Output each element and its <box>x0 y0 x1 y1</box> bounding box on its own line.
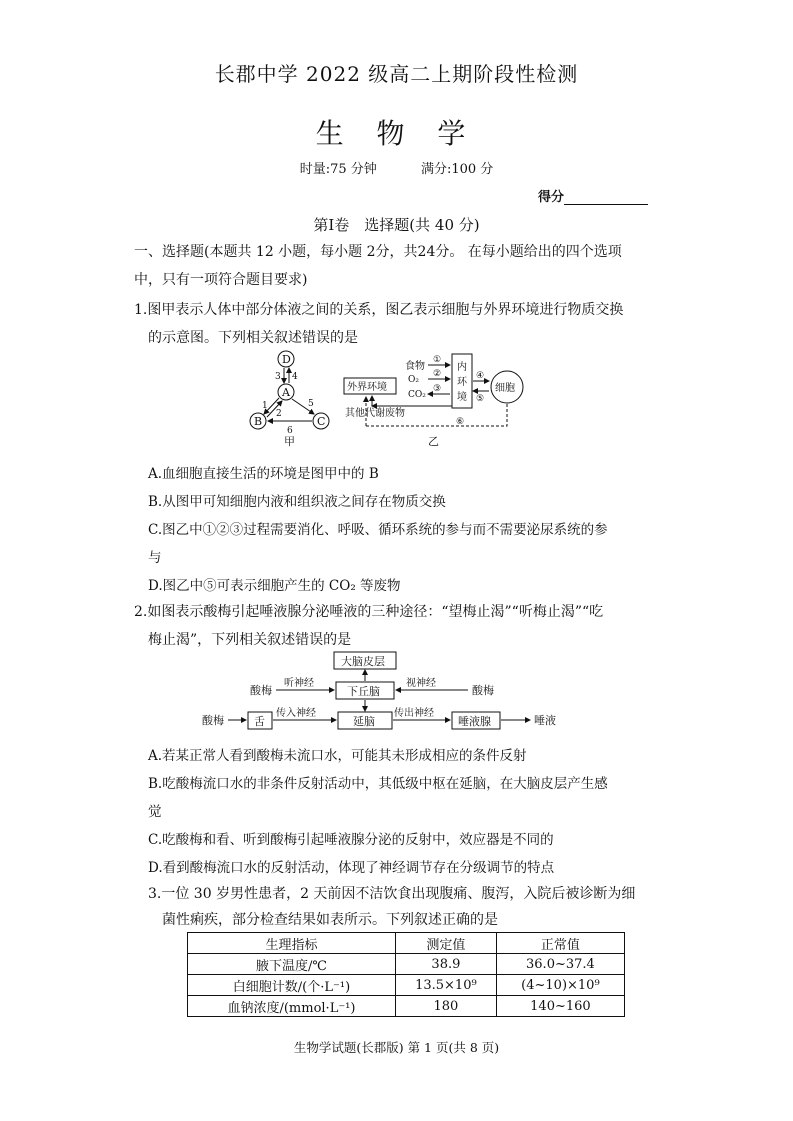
circ-1: ① <box>433 355 442 365</box>
node-d-label: D <box>282 353 291 366</box>
efferent-label: 传出神经 <box>394 708 434 719</box>
q1-option-a: A.血细胞直接生活的环境是图甲中的 B <box>148 466 379 482</box>
circ-3: ③ <box>433 384 442 394</box>
score-blank <box>564 190 648 205</box>
table-header: 生理指标 <box>188 933 396 954</box>
exam-info <box>0 158 793 177</box>
q1-stem-line1: 1.图甲表示人体中部分体液之间的关系，图乙表示细胞与外界环境进行物质交换 <box>134 302 624 318</box>
q2-figure <box>200 650 560 734</box>
q2-stem-line1: 2.如图表示酸梅引起唾液腺分泌唾液的三种途径：“望梅止渴”“听梅止渴”“吃 <box>134 604 604 620</box>
hear-nerve-label: 听神经 <box>284 678 314 689</box>
q3-stem-line1: 3.一位 30 岁男性患者，2 天前因不洁饮食出现腹痛、腹泻，入院后被诊断为细 <box>148 886 636 902</box>
q2-option-b-line1: B.吃酸梅流口水的非条件反射活动中，其低级中枢在延脑，在大脑皮层产生感 <box>148 776 608 792</box>
co2-label: CO₂ <box>408 390 426 400</box>
exam-full-score: 满分:100 分 <box>420 162 494 177</box>
num-3: 3 <box>275 372 281 382</box>
circ-2: ② <box>433 369 442 379</box>
q1-option-c-line2: 与 <box>148 550 162 566</box>
saliva-label: 唾液 <box>534 714 556 727</box>
node-c-label: C <box>317 415 326 428</box>
num-4: 4 <box>292 372 298 382</box>
plum-right-label: 酸梅 <box>472 684 494 697</box>
num-1: 1 <box>262 401 268 411</box>
food-label: 食物 <box>405 361 425 372</box>
table-header: 测定值 <box>395 933 496 954</box>
table-cell: 140~160 <box>496 996 624 1017</box>
circ-6: ⑥ <box>456 417 465 427</box>
waste-label: 其他代谢废物 <box>345 408 405 419</box>
page-footer: 生物学试题(长郡版) 第 1 页(共 8 页) <box>293 1040 500 1055</box>
exam-time: 时量:75 分钟 <box>299 162 377 177</box>
table-cell: 血钠浓度/(mmol·L⁻¹) <box>188 996 396 1017</box>
q2-option-b-line2: 觉 <box>148 804 162 820</box>
table-header-row <box>188 933 625 954</box>
subject-title: 生 物 学 <box>315 117 478 150</box>
table-cell: 腋下温度/℃ <box>188 954 396 975</box>
q2-option-d: D.看到酸梅流口水的反射活动，体现了神经调节存在分级调节的特点 <box>148 860 555 876</box>
table-cell: 36.0~37.4 <box>496 954 624 975</box>
q1-option-d: D.图乙中⑤可表示细胞产生的 CO₂ 等废物 <box>148 578 401 594</box>
q1-stem-line2: 的示意图。下列相关叙述错误的是 <box>148 330 358 346</box>
sight-nerve-label: 视神经 <box>406 678 436 689</box>
fig-yi-caption: 乙 <box>428 435 439 448</box>
table-row <box>188 975 625 996</box>
q1-option-b: B.从图甲可知细胞内液和组织液之间存在物质交换 <box>148 494 446 510</box>
o2-label: O₂ <box>408 375 419 385</box>
part-title: 第Ⅰ卷 选择题(共 40 分) <box>313 216 480 234</box>
circ-4: ④ <box>476 371 485 381</box>
tongue-label: 舌 <box>254 715 265 728</box>
num-6: 6 <box>287 426 293 436</box>
q2-option-c: C.吃酸梅和看、听到酸梅引起唾液腺分泌的反射中，效应器是不同的 <box>148 832 554 848</box>
section-heading-line2: 中，只有一项符合题目要求) <box>134 272 308 288</box>
q3-stem-line2: 菌性痢疾，部分检查结果如表所示。下列叙述正确的是 <box>162 912 498 928</box>
gland-label: 唾液腺 <box>458 715 491 728</box>
table-row <box>188 996 625 1017</box>
plum-left-label: 酸梅 <box>250 684 272 697</box>
section-heading-line1: 一、选择题(本题共 12 小题，每小题 2分，共24分。 在每小题给出的四个选项 <box>134 244 622 260</box>
node-a-label: A <box>282 386 290 399</box>
afferent-label: 传入神经 <box>276 708 316 719</box>
circ-5: ⑤ <box>476 394 485 404</box>
table-header: 正常值 <box>496 933 624 954</box>
cell-label: 细胞 <box>495 383 515 394</box>
table-row <box>188 954 625 975</box>
exam-title: 长郡中学 2022 级高二上期阶段性检测 <box>214 62 579 86</box>
medulla-label: 延脑 <box>353 715 375 728</box>
q2-stem-line2: 梅止渴”，下列相关叙述错误的是 <box>148 632 352 648</box>
hypothalamus-label: 下丘脑 <box>347 685 380 698</box>
table-cell: 180 <box>395 996 496 1017</box>
q3-data-table <box>187 932 625 1017</box>
table-cell: (4~10)×10⁹ <box>496 975 624 996</box>
plum-bottom-label: 酸梅 <box>202 714 224 727</box>
score-label: 得分 <box>538 190 565 205</box>
table-cell: 38.9 <box>395 954 496 975</box>
num-5: 5 <box>308 399 314 409</box>
table-cell: 白细胞计数/(个·L⁻¹) <box>188 975 396 996</box>
fig-jia-caption: 甲 <box>284 435 295 448</box>
node-b-label: B <box>254 415 263 428</box>
q1-figure-yi <box>342 350 532 450</box>
q1-option-c-line1: C.图乙中①②③过程需要消化、呼吸、循环系统的参与而不需要泌尿系统的参 <box>148 522 608 538</box>
inner-env-char3: 境 <box>457 392 467 403</box>
q1-figure-jia <box>240 348 340 448</box>
q2-option-a: A.若某正常人看到酸梅未流口水，可能其未形成相应的条件反射 <box>148 748 527 764</box>
table-cell: 13.5×10⁹ <box>395 975 496 996</box>
cortex-label: 大脑皮层 <box>341 655 385 668</box>
inner-env-char2: 环 <box>457 377 467 388</box>
score-field <box>538 186 648 205</box>
outer-env-label: 外界环境 <box>347 382 387 393</box>
inner-env-char1: 内 <box>457 362 467 373</box>
num-2: 2 <box>276 409 282 419</box>
